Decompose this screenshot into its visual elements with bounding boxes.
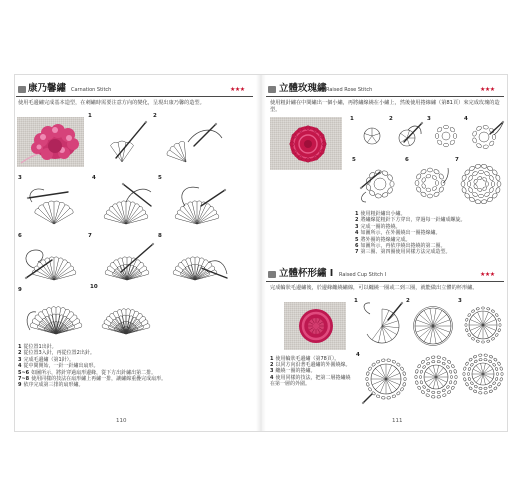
step-label: 4 (92, 175, 96, 181)
step-label: 8 (158, 233, 162, 239)
step-text: 使用輪狀毛邊繡（第78頁）。 (275, 356, 340, 362)
step-label: 7 (88, 233, 92, 239)
page-number: 111 (392, 418, 403, 424)
difficulty-stars: ★★★ (480, 86, 495, 93)
step-diagram-8 (165, 238, 230, 284)
section-description: 使用毛邊繡完成基本造型，在刺繡時需要注意方向的變化，呈現出康乃馨的造型。 (18, 100, 205, 106)
step-number: 7~8 (18, 376, 30, 383)
illustration-drawing (165, 238, 230, 284)
step-number: 7 (355, 249, 359, 256)
step-number: 5 (355, 236, 359, 243)
section-subtitle: Carnation Stitch (71, 87, 112, 93)
step-label: 2 (389, 116, 393, 122)
step-diagram-9 (22, 290, 88, 338)
illustration-drawing (360, 354, 410, 406)
step-number: 5~6 (18, 369, 30, 376)
step-diagram-3 (22, 180, 84, 228)
step-text: 從中間開始，一針一針繡出扇形。 (23, 363, 99, 370)
cup-diagram-1 (358, 300, 406, 350)
step-label: 3 (458, 298, 462, 304)
header-rule (16, 96, 253, 97)
difficulty-stars: ★★★ (230, 86, 245, 93)
illustration-drawing (17, 117, 84, 167)
step-text: 如圖所示，在外圍繞出一圈捲線繡。 (360, 230, 441, 237)
step-text: 使用同樣的技法在扇形繡上再繡一排，讓繡線重疊完成扇形。 (31, 376, 167, 383)
step-label: 2 (406, 298, 410, 304)
step-diagram-4 (95, 180, 157, 228)
cup-diagram-2 (410, 303, 456, 349)
cup-diagram-3 (461, 303, 505, 347)
step-diagram-7 (95, 238, 157, 284)
rose-diagram-7 (458, 159, 505, 208)
step-number: 3 (18, 356, 22, 363)
step-label: 5 (352, 157, 356, 163)
instruction-list (355, 211, 505, 256)
illustration-drawing (22, 290, 88, 338)
illustration-drawing (467, 119, 505, 153)
step-text: 將繡線從粗針下方穿出，穿過每一針繡成螺旋。 (360, 217, 466, 224)
rose-diagram-3 (430, 121, 462, 151)
step-label: 3 (427, 116, 431, 122)
step-number: 4 (18, 363, 22, 370)
step-number: 4 (355, 230, 359, 237)
instruction-list (270, 356, 352, 387)
step-text: 如圖所示，再依序繞出捲繞的第二圈。 (360, 243, 446, 250)
illustration-drawing (358, 300, 406, 350)
step-label: 1 (350, 116, 354, 122)
step-text: 如圖所示，將針穿過扇形邊緣，從下方出針繡出第二排。 (31, 369, 157, 376)
cup-diagram-4 (360, 354, 410, 406)
step-label: 3 (18, 175, 22, 181)
illustration-drawing (22, 238, 84, 284)
illustration-drawing (392, 120, 426, 152)
step-label: 2 (153, 113, 157, 119)
illustration-drawing (461, 350, 505, 398)
illustration-drawing (410, 303, 456, 349)
step-number: 2 (270, 362, 274, 369)
step-text: 完成一圈的捲繞。 (360, 223, 401, 230)
rose-diagram-4 (467, 119, 505, 153)
step-label: 7 (455, 157, 459, 163)
illustration-drawing (92, 118, 152, 166)
step-label: 1 (354, 298, 358, 304)
step-text: 將外圈的捲線繡完成。 (360, 236, 411, 243)
step-text: 依序完成第三排的扇形繡。 (23, 382, 84, 389)
section-subtitle: Raised Cup Stitch I (339, 272, 387, 278)
step-number: 1 (355, 211, 359, 217)
step-text: 使用粗針繡出小繡。 (360, 211, 406, 217)
step-number: 1 (270, 356, 274, 362)
section-title: 康乃馨繡 (28, 83, 67, 94)
illustration-drawing (356, 121, 388, 151)
step-text: 從位置1出針。 (23, 344, 57, 350)
step-diagram-1 (92, 118, 152, 166)
illustration-drawing (165, 180, 230, 228)
step-label: 4 (464, 116, 468, 122)
header-rule (266, 96, 504, 97)
rose-diagram-6 (410, 162, 450, 204)
illustration-drawing (284, 302, 346, 350)
book-spine (256, 75, 266, 431)
section-badge-icon (268, 271, 276, 278)
illustration-drawing (461, 303, 505, 347)
illustration-drawing (95, 238, 157, 284)
page-number: 110 (116, 418, 127, 424)
section-badge-icon (18, 86, 26, 93)
step-label: 4 (356, 352, 360, 358)
step-text: 第三圈、第四圈使用同樣方法完成造型。 (360, 249, 451, 256)
illustration-drawing (95, 180, 157, 228)
instruction-item (270, 375, 352, 387)
step-number: 4 (270, 374, 274, 381)
illustration-drawing (158, 118, 228, 166)
header-rule (266, 281, 504, 282)
instruction-item (18, 382, 250, 388)
cup-diagram-5 (412, 352, 460, 402)
step-text: 完成毛邊繡（第1針）。 (23, 356, 75, 363)
step-label: 6 (18, 233, 22, 239)
step-diagram-6 (22, 238, 84, 284)
step-number: 9 (18, 382, 22, 389)
step-number: 3 (355, 223, 359, 230)
illustration-drawing (430, 121, 462, 151)
illustration-drawing (358, 162, 400, 204)
step-diagram-2 (158, 118, 228, 166)
carnation-photo (17, 117, 84, 167)
step-text: 纏繞一圈的捲繡。 (275, 368, 316, 375)
step-number: 2 (355, 217, 359, 224)
illustration-drawing (22, 180, 84, 228)
step-number: 3 (270, 368, 274, 375)
cup-diagram-6 (461, 350, 505, 398)
section-badge-icon (268, 86, 276, 93)
step-label: 9 (18, 287, 22, 293)
instruction-item (355, 249, 505, 255)
section-title: 立體玫瑰繡 (279, 83, 327, 94)
section-description: 使用粗針繡在中間繡出一個小繡，再將繡線繞在小繡上，然後使用捲線繡（第81頁）來完成玫瑰的造型。 (270, 100, 500, 113)
step-number: 1 (18, 344, 22, 350)
cup-photo (284, 302, 346, 350)
section-description: 完成輪狀毛邊繡後，於邊緣纏繞繡線，可以纏繞一圈或二到三圈，就能做出立體的杯形繡。 (270, 285, 478, 291)
step-label: 6 (405, 157, 409, 163)
illustration-drawing (270, 117, 342, 170)
illustration-drawing (95, 292, 157, 338)
step-number: 6 (355, 243, 359, 250)
section-subtitle: Raised Rose Stitch (326, 87, 373, 93)
difficulty-stars: ★★★ (480, 271, 495, 278)
step-label: 5 (158, 175, 162, 181)
step-label: 10 (90, 284, 98, 290)
rose-diagram-2 (392, 120, 426, 152)
section-title: 立體杯形繡 I (279, 268, 334, 279)
illustration-drawing (412, 352, 460, 402)
step-text: 使用同樣的技法，把第二層捲繡繞在第一層的外圍。 (270, 374, 351, 387)
rose-diagram-5 (358, 162, 400, 204)
illustration-drawing (458, 159, 505, 208)
rose-photo (270, 117, 342, 170)
step-diagram-10 (95, 292, 157, 338)
illustration-drawing (410, 162, 450, 204)
rose-diagram-1 (356, 121, 388, 151)
step-diagram-5 (165, 180, 230, 228)
step-label: 1 (88, 113, 92, 119)
instruction-list (18, 344, 250, 389)
step-text: 從位置3入針，再從位置2出針。 (23, 350, 95, 357)
step-text: 以同方向沿著毛邊繡的外圍繞線。 (275, 362, 351, 369)
step-number: 2 (18, 350, 22, 357)
